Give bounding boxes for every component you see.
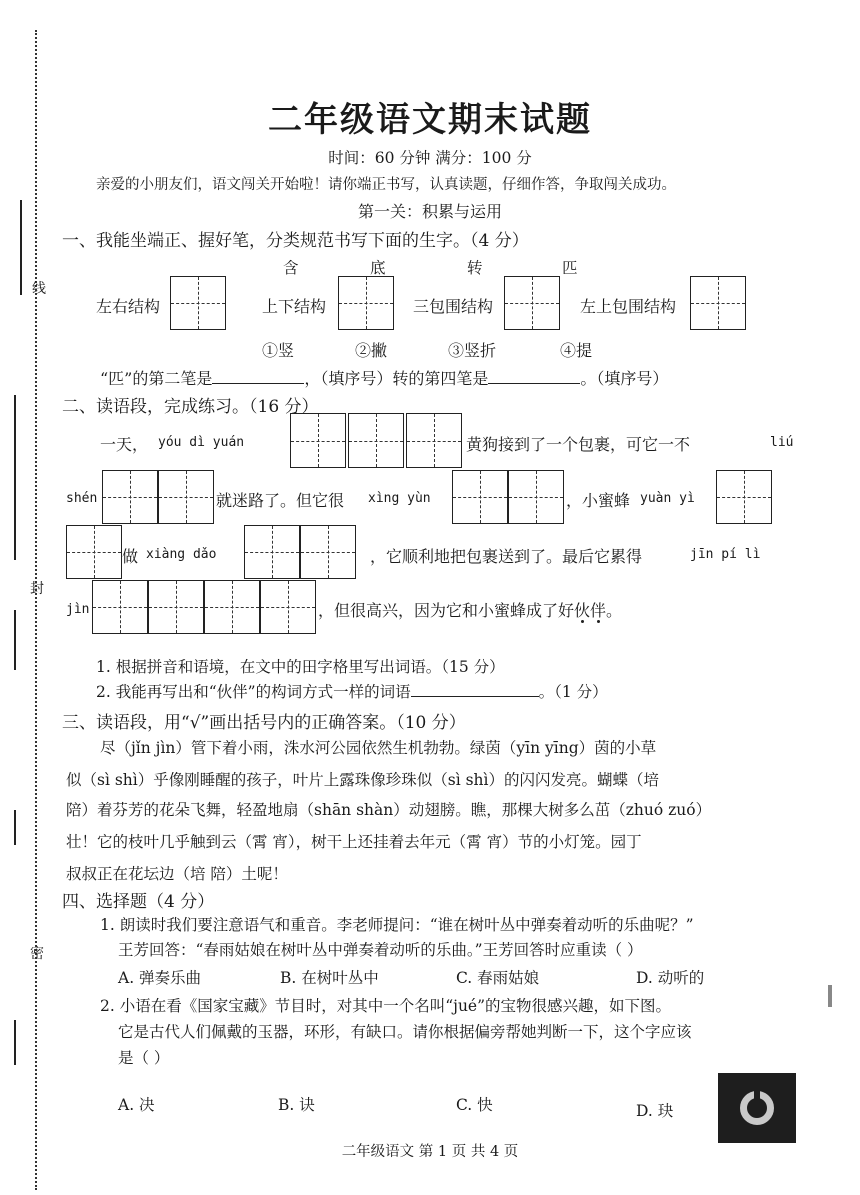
question-2-1: 1. 根据拼音和语境，在文中的田字格里写出词语。（15 分） <box>96 658 505 676</box>
binding-label-feng: 封 <box>30 581 44 597</box>
passage-line: 壮！它的枝叶几乎触到云（霄 宵），树干上还挂着去年元（霄 宵）节的小灯笼。园丁 <box>66 833 642 851</box>
passage-text: 黄狗接到了一个包裹，可它一不 <box>466 435 691 454</box>
writing-box[interactable] <box>102 470 158 524</box>
time-info: 时间：60 分钟 满分：100 分 <box>328 149 532 167</box>
writing-box[interactable] <box>66 525 122 579</box>
question-4-2-line: 它是古代人们佩戴的玉器，环形，有缺口。请你根据偏旁帮她判断一下，这个字应该 <box>118 1023 692 1041</box>
stroke-option-2: ②撇 <box>355 341 388 360</box>
structure-label-1: 左右结构 <box>96 297 161 316</box>
option-d[interactable]: D. 玦 <box>636 1102 674 1120</box>
pinyin: xìng yùn <box>368 491 431 506</box>
section4-heading: 四、选择题（4 分） <box>62 892 215 912</box>
section2-heading: 二、读语段，完成练习。（16 分） <box>62 397 319 417</box>
structure-label-3: 三包围结构 <box>413 297 494 316</box>
writing-box[interactable] <box>170 276 226 330</box>
writing-box[interactable] <box>92 580 148 634</box>
passage-text: ，它顺利地把包裹送到了。最后它累得 <box>370 547 643 566</box>
stroke-question: “匹”的第二笔是 ，（填序号）转的第四笔是 。（填序号） <box>100 369 669 388</box>
question-4-1-line: 1. 朗读时我们要注意语气和重音。李老师提问：“谁在树叶丛中弹奏着动听的乐曲呢？” <box>100 916 694 934</box>
passage-line: 尽（jǐn jìn）管下着小雨，洙水河公园依然生机勃勃。绿茵（yīn yīng）茵的小草 <box>100 739 657 757</box>
structure-label-4: 左上包围结构 <box>580 297 677 316</box>
structure-label-2: 上下结构 <box>262 297 327 316</box>
question-4-2-line: 2. 小语在看《国家宝藏》节目时，对其中一个名叫“jué”的宝物很感兴趣，如下图。 <box>100 997 672 1015</box>
option-a[interactable]: A. 决 <box>118 1096 155 1114</box>
option-b[interactable]: B. 诀 <box>278 1096 315 1114</box>
char-4: 匹 <box>562 259 578 277</box>
writing-box[interactable] <box>260 580 316 634</box>
section3-heading: 三、读语段，用“√”画出括号内的正确答案。（10 分） <box>62 713 466 733</box>
char-3: 转 <box>467 259 483 277</box>
char-1: 含 <box>283 259 299 277</box>
pinyin: jìn <box>66 602 90 617</box>
writing-box[interactable] <box>348 413 404 468</box>
writing-box[interactable] <box>290 413 346 468</box>
binding-label-mi: 密 <box>30 946 44 962</box>
pinyin: yóu dì yuán <box>158 435 245 450</box>
option-b[interactable]: B. 在树叶丛中 <box>280 969 379 987</box>
writing-box[interactable] <box>504 276 560 330</box>
option-d[interactable]: D. 动听的 <box>636 969 705 987</box>
passage-line: 叔叔正在花坛边（培 陪）土呢！ <box>66 865 288 883</box>
writing-box[interactable] <box>508 470 564 524</box>
writing-box[interactable] <box>716 470 772 524</box>
question-4-2-line: 是（ ） <box>118 1049 170 1067</box>
passage-text: 一天， <box>100 435 149 454</box>
writing-box[interactable] <box>158 470 214 524</box>
writing-box[interactable] <box>204 580 260 634</box>
passage-line: 似（sì shì）乎像刚睡醒的孩子，叶片上露珠像珍珠似（sì shì）的闪闪发亮。蝴蝶（培 <box>66 771 659 789</box>
option-a[interactable]: A. 弹奏乐曲 <box>118 969 202 987</box>
pinyin: jīn pí lì <box>690 547 761 562</box>
intro-text: 亲爱的小朋友们，语文闯关开始啦！请你端正书写，认真读题，仔细作答，争取闯关成功。 <box>96 177 676 193</box>
passage-line: 陪）着芬芳的花朵飞舞，轻盈地扇（shān shàn）动翅膀。瞧，那棵大树多么茁（zhuó zuó） <box>66 801 712 819</box>
writing-box[interactable] <box>338 276 394 330</box>
passage-text: 做 <box>122 547 139 566</box>
page-footer: 二年级语文 第 1 页 共 4 页 <box>341 1144 519 1160</box>
scan-mark <box>828 985 832 1007</box>
page-title: 二年级语文期末试题 <box>268 100 592 140</box>
pinyin: liú <box>770 435 794 450</box>
binding-margin-line <box>14 610 16 670</box>
binding-label-xian: 线 <box>32 281 46 297</box>
passage-text: ，小蜜蜂 <box>566 491 631 510</box>
answer-blank[interactable] <box>411 682 539 697</box>
writing-box[interactable] <box>244 525 300 579</box>
binding-margin-line <box>14 810 16 845</box>
pinyin: xiàng dǎo <box>146 547 217 562</box>
passage-text: 就迷路了。但它很 <box>216 491 345 510</box>
char-2: 底 <box>370 259 386 277</box>
writing-box[interactable] <box>452 470 508 524</box>
writing-box[interactable] <box>148 580 204 634</box>
option-c[interactable]: C. 春雨姑娘 <box>456 969 540 987</box>
answer-blank[interactable] <box>212 369 304 384</box>
option-c[interactable]: C. 快 <box>456 1096 493 1114</box>
writing-box[interactable] <box>406 413 462 468</box>
binding-margin-line <box>14 395 16 560</box>
binding-margin-line <box>14 1020 16 1065</box>
writing-box[interactable] <box>300 525 356 579</box>
stroke-option-1: ①竖 <box>262 341 295 360</box>
question-4-1-line: 王芳回答：“春雨姑娘在树叶丛中弹奏着动听的乐曲。”王芳回答时应重读（ ） <box>118 941 643 959</box>
level-title: 第一关：积累与运用 <box>357 202 502 221</box>
passage-text: ，但很高兴，因为它和小蜜蜂成了好伙伴。 <box>318 601 623 620</box>
pinyin: shén <box>66 491 98 506</box>
question-2-2: 2. 我能再写出和“伙伴”的构词方式一样的词语 。（1 分） <box>96 683 608 701</box>
pinyin: yuàn yì <box>640 491 695 506</box>
stroke-option-3: ③竖折 <box>448 341 497 360</box>
stroke-option-4: ④提 <box>560 341 593 360</box>
section1-heading: 一、我能坐端正、握好笔，分类规范书写下面的生字。（4 分） <box>62 231 529 251</box>
writing-box[interactable] <box>690 276 746 330</box>
answer-blank[interactable] <box>488 369 580 384</box>
jade-ring-image <box>718 1073 796 1143</box>
